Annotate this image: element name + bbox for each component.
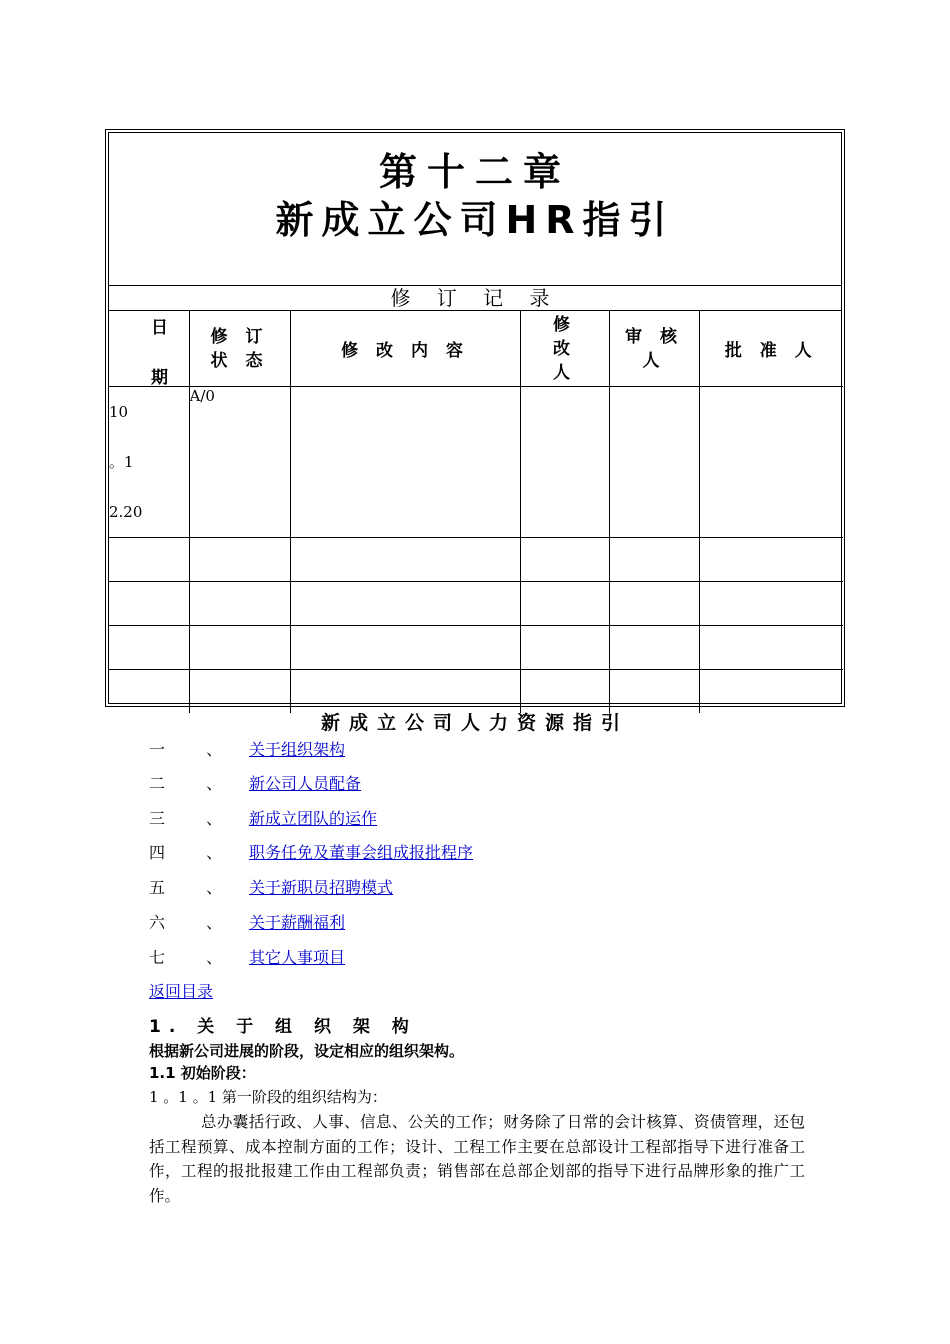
col-modifier-header	[520, 311, 609, 387]
title-block	[109, 133, 841, 286]
table-row	[109, 582, 843, 626]
toc-item	[149, 771, 649, 797]
toc-number: 三 、	[149, 809, 241, 828]
toc-item	[149, 945, 649, 971]
toc-number: 四 、	[149, 843, 241, 862]
toc-link-staffing[interactable]: 新公司人员配备	[249, 774, 362, 793]
modifier-header-line1: 修	[553, 314, 576, 335]
cover-inner-frame	[108, 132, 842, 704]
table-row	[109, 538, 843, 582]
table-row	[109, 387, 843, 538]
revision-modifier-cell	[520, 387, 609, 538]
toc-number: 六 、	[149, 913, 241, 932]
toc-number: 二 、	[149, 774, 241, 793]
cover-frame	[105, 129, 845, 707]
table-row	[109, 670, 843, 714]
section-title: 新成立公司人力资源指引	[320, 712, 629, 734]
toc-number: 五 、	[149, 878, 241, 897]
revision-table	[109, 311, 843, 713]
revision-content-cell	[290, 387, 520, 538]
intro-text: 根据新公司进展的阶段，设定相应的组织架构。	[149, 1042, 465, 1060]
toc-item	[149, 875, 649, 901]
toc-link-appointment-procedure[interactable]: 职务任免及董事会组成报批程序	[249, 843, 474, 862]
col-content-header: 修 改 内 容	[290, 311, 520, 387]
toc-number: 一 、	[149, 740, 241, 759]
revision-date-line2: 。1	[109, 453, 134, 471]
revision-header-row	[109, 311, 843, 387]
toc-link-other-hr[interactable]: 其它人事项目	[249, 948, 346, 967]
toc-link-recruitment[interactable]: 关于新职员招聘模式	[249, 878, 394, 897]
col-approver-header: 批 准 人	[699, 311, 843, 387]
revision-record-title: 修 订 记 录	[109, 285, 841, 311]
toc-item	[149, 840, 649, 866]
modifier-header-line2: 改	[553, 338, 576, 359]
reviewer-header-line1: 审 核	[625, 326, 683, 347]
table-row	[109, 626, 843, 670]
modifier-header-line3: 人	[553, 362, 576, 383]
revision-date-cell	[109, 387, 189, 538]
back-to-contents-link[interactable]: 返回目录	[149, 982, 214, 1001]
toc-link-org-structure[interactable]: 关于组织架构	[249, 740, 346, 759]
toc-number: 七 、	[149, 948, 241, 967]
toc-item	[149, 910, 649, 936]
date-header-bottom: 期	[151, 368, 174, 388]
col-date-header	[109, 311, 189, 387]
col-reviewer-header	[609, 311, 699, 387]
revision-date-line1: 10	[109, 403, 129, 421]
toc-link-team-operation[interactable]: 新成立团队的运作	[249, 809, 378, 828]
revision-approver-cell	[699, 387, 843, 538]
col-status-header	[189, 311, 290, 387]
toc-link-compensation[interactable]: 关于薪酬福利	[249, 913, 346, 932]
reviewer-header-line2: 人	[642, 350, 666, 371]
revision-status-cell: A/0	[189, 387, 290, 538]
toc-item	[149, 806, 649, 832]
body-paragraph: 总办囊括行政、人事、信息、公关的工作；财务除了日常的会计核算、资债管理，还包括工程预算、成本控制方面的工作；设计、工程工作主要在总部设计工程部指导下进行准备工作，工程的报批报建工作由工程部负责；销售部在总部企划部的指导下进行品牌形象的推广工作。	[149, 1113, 805, 1205]
date-header-top: 日	[151, 318, 174, 338]
status-header-line2: 状 态	[210, 350, 269, 371]
toc-item	[149, 737, 649, 763]
revision-date-line3: 2.20	[109, 503, 143, 521]
revision-reviewer-cell	[609, 387, 699, 538]
chapter-title: 第十二章	[378, 150, 571, 194]
heading-1-1-1: 1 。1 。1 第一阶段的组织结构为：	[149, 1088, 387, 1106]
status-header-line1: 修 订	[210, 326, 269, 347]
document-title: 新成立公司HR指引	[275, 198, 675, 242]
heading-1-1: 1.1 初始阶段：	[149, 1064, 256, 1082]
heading-1: 1. 关 于 组 织 架 构	[149, 1017, 417, 1037]
